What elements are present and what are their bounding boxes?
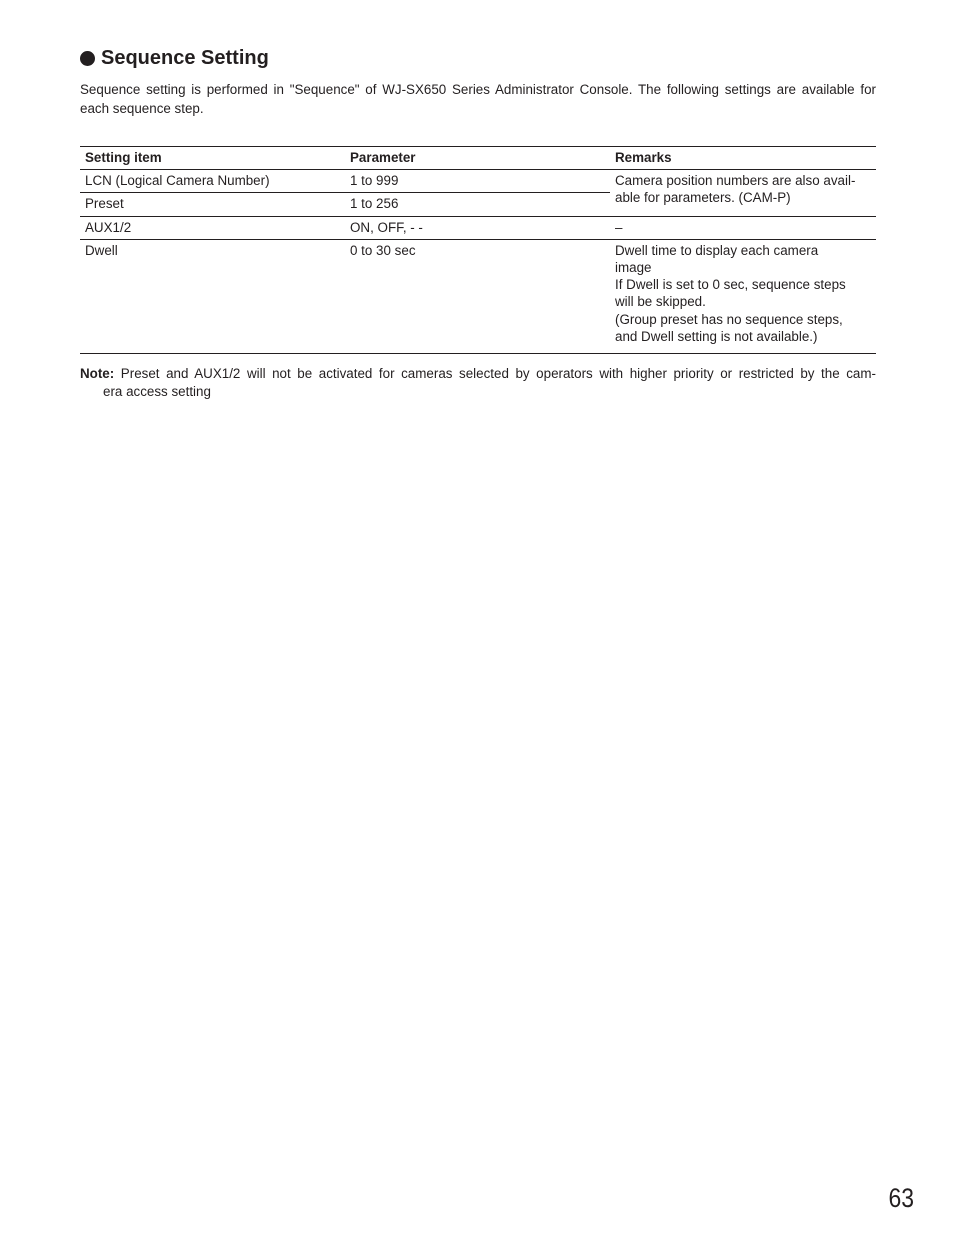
table-header-row [80, 147, 876, 170]
header-parameter: Parameter [345, 147, 610, 170]
remarks-line: (Group preset has no sequence steps, [615, 311, 843, 327]
remarks-line: and Dwell setting is not available.) [615, 328, 818, 344]
table-row [80, 170, 876, 193]
table-row [80, 216, 876, 239]
parameter-cell: 1 to 256 [345, 193, 610, 216]
parameter-cell: 1 to 999 [345, 170, 610, 193]
intro-paragraph: Sequence setting is performed in "Sequence" of WJ-SX650 Series Administrator Console. The following settings are available for each sequence step. [80, 82, 876, 116]
remarks-line: If Dwell is set to 0 sec, sequence steps [615, 277, 846, 293]
remarks-cell [610, 170, 876, 216]
setting-item-cell: AUX1/2 [80, 216, 345, 239]
parameter-cell: ON, OFF, - - [345, 216, 610, 239]
parameter-cell: 0 to 30 sec [345, 239, 610, 353]
remarks-line: image [615, 260, 652, 276]
remarks-line: able for parameters. (CAM-P) [615, 190, 791, 206]
note-line-continued: era access setting [103, 384, 211, 399]
page-number: 63 [888, 1183, 914, 1213]
section-heading [80, 47, 269, 70]
remarks-line: will be skipped. [615, 294, 706, 310]
setting-item-cell: LCN (Logical Camera Number) [80, 170, 345, 193]
section-title: Sequence Setting [101, 47, 269, 69]
remarks-cell [610, 239, 876, 353]
note-block [80, 365, 876, 401]
remarks-cell: – [610, 216, 876, 239]
setting-item-cell: Preset [80, 193, 345, 216]
bullet-icon [80, 51, 95, 66]
remarks-line: Dwell time to display each camera [615, 242, 819, 258]
table-row [80, 239, 876, 353]
header-remarks: Remarks [610, 147, 876, 170]
note-label: Note: [80, 366, 115, 381]
setting-item-cell: Dwell [80, 239, 345, 353]
sequence-settings-table [80, 146, 876, 354]
note-text: Preset and AUX1/2 will not be activated for cameras selected by operators with higher priority or restricted by the cam- [120, 366, 876, 381]
header-setting-item: Setting item [80, 147, 345, 170]
remarks-line: Camera position numbers are also avail- [615, 173, 856, 189]
note-line [80, 365, 876, 383]
